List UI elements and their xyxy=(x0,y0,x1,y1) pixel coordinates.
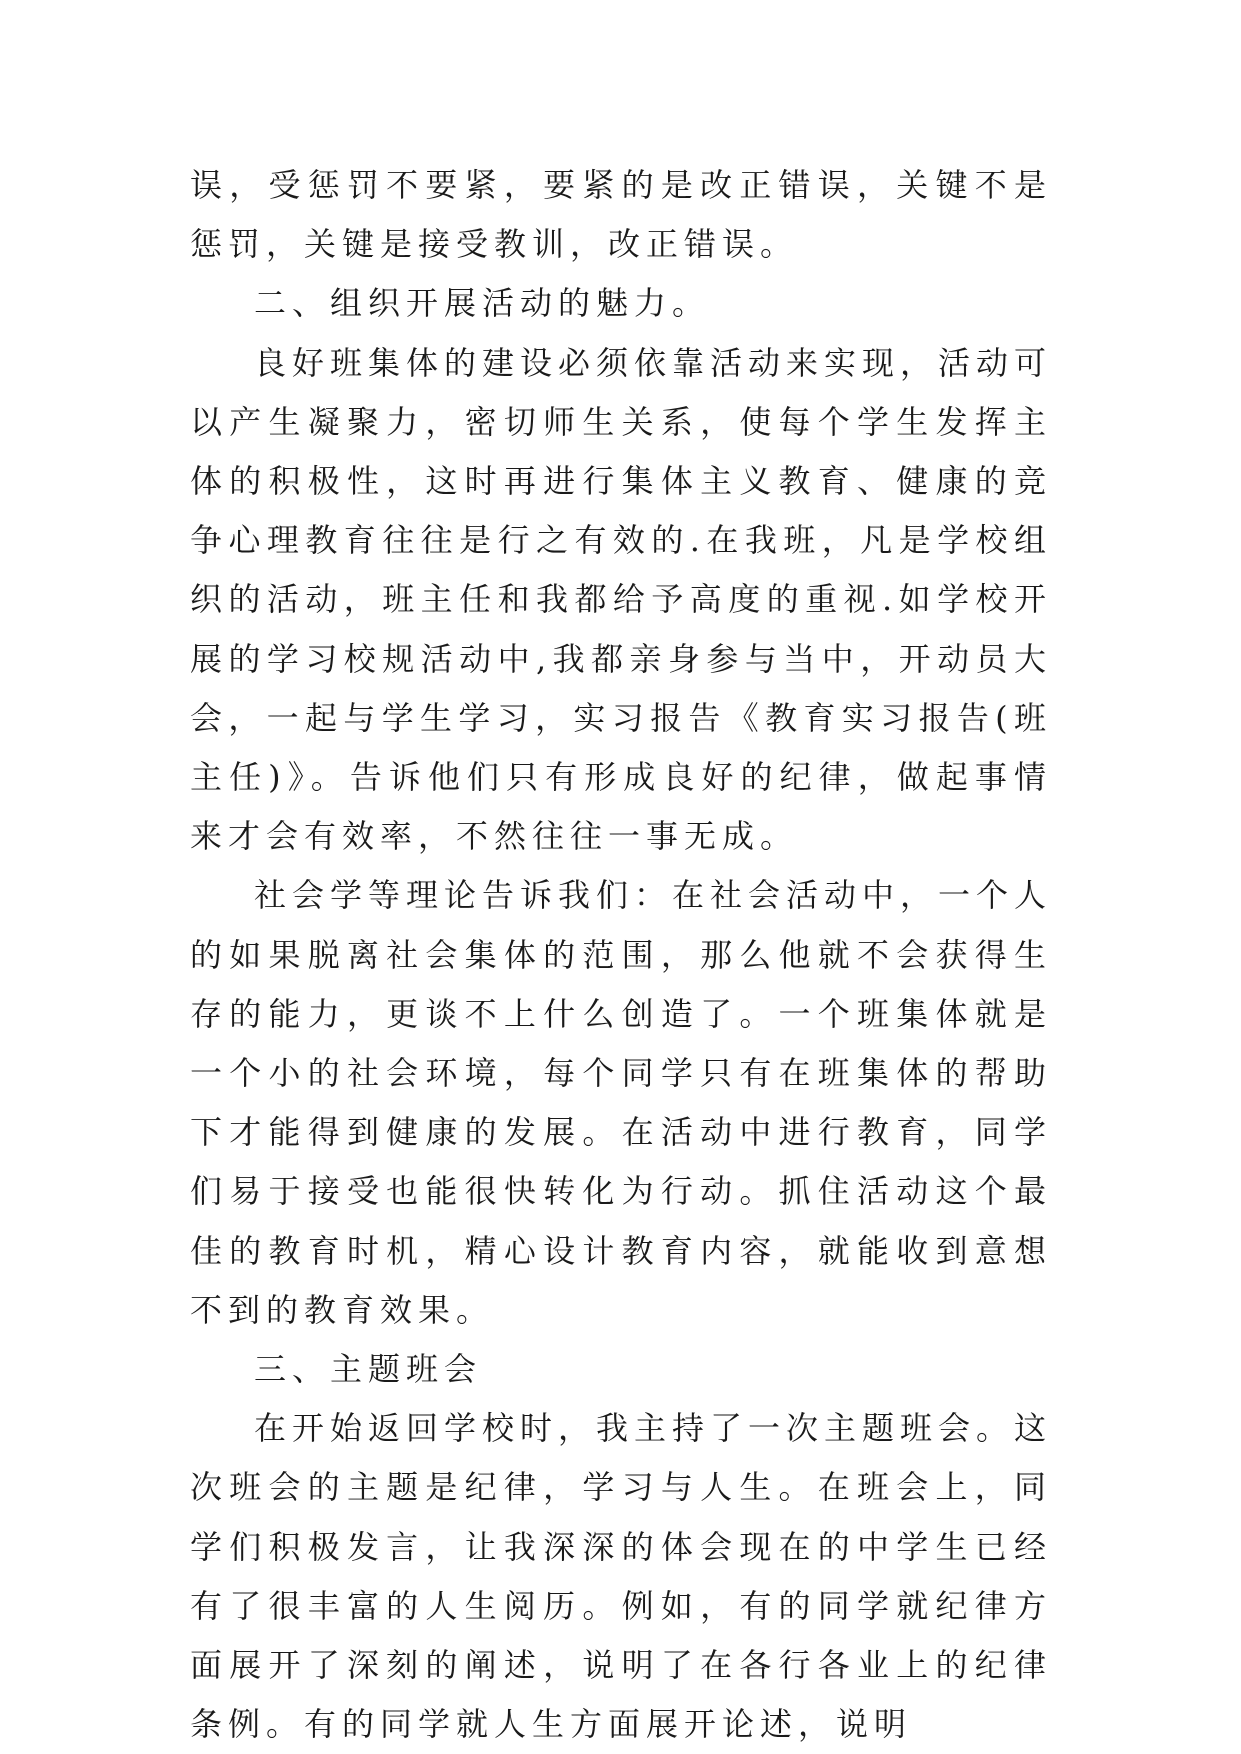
paragraph-activities: 良好班集体的建设必须依靠活动来实现，活动可以产生凝聚力，密切师生关系，使每个学生发挥主体的积极性，这时再进行集体主义教育、健康的竞争心理教育往往是行之有效的.在我班，凡是学校组织的活动，班主任和我都给予高度的重视.如学校开展的学习校规活动中,我都亲身参与当中，开动员大会，一起与学生学习，实习报告《教育实习报告(班主任)》。告诉他们只有形成良好的纪律，做起事情来才会有效率，不然往往一事无成。 xyxy=(190,343,1053,856)
paragraph-continuation: 误，受惩罚不要紧，要紧的是改正错误，关键不是惩罚，关键是接受教训，改正错误。 xyxy=(190,166,1052,264)
section-heading-2: 二、组织开展活动的魅力。 xyxy=(254,284,711,323)
section-heading-3: 三、主题班会 xyxy=(254,1350,483,1389)
paragraph-theme-meeting: 在开始返回学校时，我主持了一次主题班会。这次班会的主题是纪律，学习与人生。在班会上，同学们积极发言，让我深深的体会现在的中学生已经有了很丰富的人生阅历。例如，有的同学就纪律方面展开了深刻的阐述，说明了在各行各业上的纪律条例。有的同学就人生方面展开论述，说明 xyxy=(190,1409,1053,1744)
paragraph-sociology: 社会学等理论告诉我们：在社会活动中，一个人的如果脱离社会集体的范围，那么他就不会获得生存的能力，更谈不上什么创造了。一个班集体就是一个小的社会环境，每个同学只有在班集体的帮助下才能得到健康的发展。在活动中进行教育，同学们易于接受也能很快转化为行动。抓住活动这个最佳的教育时机，精心设计教育内容，就能收到意想不到的教育效果。 xyxy=(190,876,1053,1329)
document-body xyxy=(190,156,1052,1754)
